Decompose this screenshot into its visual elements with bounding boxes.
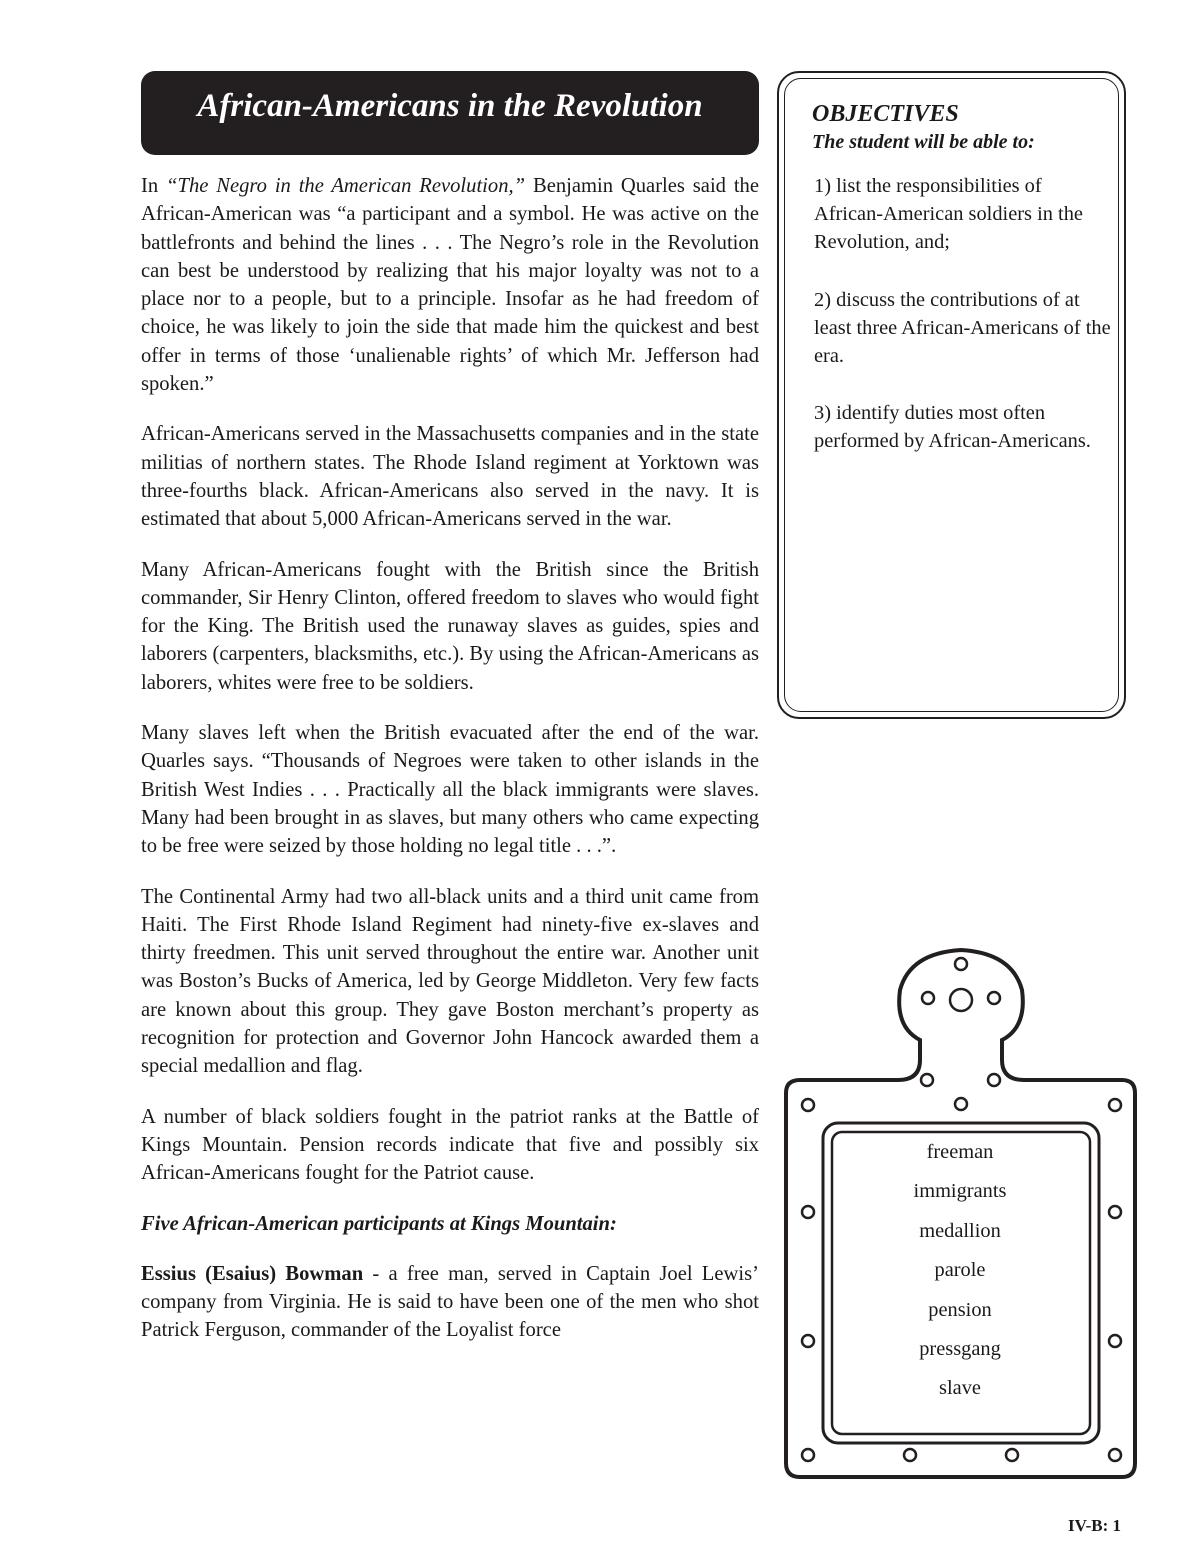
- paragraph-quarles: [141, 172, 759, 398]
- vocabulary-list: [835, 1136, 1085, 1412]
- vocab-word: immigrants: [913, 1180, 1007, 1203]
- page-number: IV-B: 1: [1068, 1516, 1122, 1535]
- vocab-word: parole: [934, 1259, 986, 1282]
- paragraph-service: African-Americans served in the Massachusetts companies and in the state militias of northern states. The Rhode Island regiment at Yorktown was three-fourths black. African-Americans also served in the navy. It is estimated that about 5,000 African-Americans served in the war.: [141, 423, 759, 531]
- objective-item: 2) discuss the contributions of at least three African-Americans of the era.: [814, 288, 1111, 368]
- objective-item: 3) identify duties most often performed by African-Americans.: [814, 402, 1091, 453]
- section-subheading: Five African-American participants at Kings Mountain:: [141, 1212, 617, 1235]
- title-banner: [141, 71, 759, 155]
- participant-description: - a free man, served in Captain Joel Lewis’ company from Virginia. He is said to have been one of the men who shot Patrick Ferguson, commander of the Loyalist force: [141, 1262, 759, 1342]
- objectives-subtitle: The student will be able to:: [812, 131, 1035, 153]
- vocab-word: pressgang: [919, 1337, 1001, 1360]
- main-text: [141, 172, 759, 1367]
- objectives-list: [814, 172, 1114, 485]
- objectives-title: OBJECTIVES: [812, 101, 959, 127]
- paragraph-evacuation: Many slaves left when the British evacuated after the end of the war. Quarles says. “Thousands of Negroes were taken to other islands in the British West Indies . . . Practically all the black immigrants were slaves. Many had been brought in as slaves, but many others who came expecting to be free were seized by those holding no legal title . . .”.: [141, 722, 759, 858]
- source-title: “The Negro in the American Revolution,”: [166, 175, 526, 197]
- paragraph-british: Many African-Americans fought with the British since the British commander, Sir Henry Clinton, offered freedom to slaves who would fight for the King. The British used the runaway slaves as guides, spies and laborers (carpenters, blacksmiths, etc.). By using the African-Americans as laborers, whites were free to be soldiers.: [141, 558, 759, 694]
- vocab-word: medallion: [919, 1219, 1001, 1242]
- paragraph-kings-mountain: A number of black soldiers fought in the patriot ranks at the Battle of Kings Mountain. Pension records indicate that five and possibly six African-Americans fought for the Patriot cause.: [141, 1105, 759, 1185]
- paragraph-continental-army: The Continental Army had two all-black units and a third unit came from Haiti. The First Rhode Island Regiment had ninety-five ex-slaves and thirty freedmen. This unit served throughout the entire war. Another unit was Boston’s Bucks of America, led by George Middleton. Very few facts are known about this group. They gave Boston merchant’s property as recognition for protection and Governor John Hancock awarded them a special medallion and flag.: [141, 885, 759, 1078]
- vocab-word: slave: [939, 1377, 981, 1400]
- vocab-word: pension: [928, 1298, 992, 1321]
- participant-name: Essius (Esaius) Bowman: [141, 1262, 364, 1285]
- quote-text: Benjamin Quarles said the African-American was “a participant and a symbol. He was active on the battlefronts and behind the lines . . . The Negro’s role in the Revolution can best be understood by realizing that his major loyalty was not to a place nor to a people, but to a principle. Insofar as he had freedom of choice, he was likely to join the side that made him the quickest and best offer in terms of those ‘unalienable rights’ of which Mr. Jefferson had spoken.”: [141, 175, 759, 396]
- vocab-word: freeman: [926, 1141, 994, 1163]
- objective-item: 1) list the responsibilities of African-American soldiers in the Revolution, and;: [814, 175, 1083, 254]
- page-title: African-Americans in the Revolution: [197, 88, 703, 124]
- paragraph-bowman: [141, 1260, 759, 1345]
- paragraph-intro: In: [141, 175, 167, 197]
